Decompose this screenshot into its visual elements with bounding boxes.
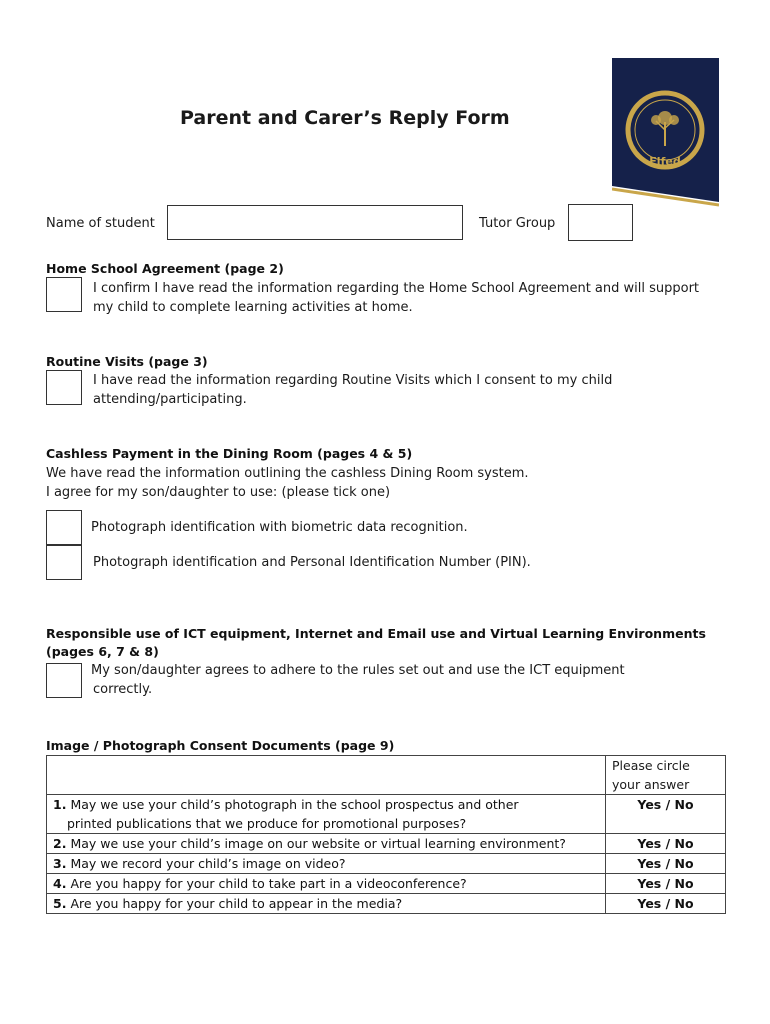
image-consent-table (46, 755, 726, 914)
yes-no-answer[interactable]: Yes / No (606, 874, 726, 894)
routine-visits-checkbox[interactable] (46, 370, 82, 405)
ict-heading-line1: Responsible use of ICT equipment, Internet and Email use and Virtual Learning Environments (46, 626, 706, 641)
question-cell: 2. May we use your child’s image on our website or virtual learning environment? (47, 834, 606, 854)
yes-no-answer[interactable]: Yes / No (606, 894, 726, 914)
pin-checkbox[interactable] (46, 545, 82, 580)
image-consent-heading: Image / Photograph Consent Documents (page 9) (46, 738, 395, 753)
routine-visits-heading: Routine Visits (page 3) (46, 354, 208, 369)
question-cell: 3. May we record your child’s image on video? (47, 854, 606, 874)
cashless-text-line1: We have read the information outlining the cashless Dining Room system. (46, 466, 529, 481)
question-cell: 1. May we use your child’s photograph in the school prospectus and other printed publications that we produce for promotional purposes? (47, 795, 606, 834)
routine-visits-text-line2: attending/participating. (93, 392, 247, 407)
ict-text-line1: My son/daughter agrees to adhere to the rules set out and use the ICT equipment (91, 663, 625, 678)
answer-column-header: Please circle your answer (606, 756, 726, 795)
svg-text:Elfed: Elfed (649, 155, 681, 168)
table-row (47, 894, 726, 914)
home-school-text-line2: my child to complete learning activities at home. (93, 300, 413, 315)
biometric-checkbox[interactable] (46, 510, 82, 545)
pin-option-label: Photograph identification and Personal Identification Number (PIN). (93, 555, 531, 570)
cashless-text-line2: I agree for my son/daughter to use: (please tick one) (46, 485, 391, 500)
home-school-checkbox[interactable] (46, 277, 82, 312)
ict-checkbox[interactable] (46, 663, 82, 698)
table-header-row (47, 756, 726, 795)
page-title: Parent and Carer’s Reply Form (180, 107, 510, 129)
question-cell: 4. Are you happy for your child to take part in a videoconference? (47, 874, 606, 894)
home-school-text-line1: I confirm I have read the information regarding the Home School Agreement and will support (93, 281, 700, 296)
school-crest-logo (612, 58, 719, 208)
table-row (47, 854, 726, 874)
ict-text-line2: correctly. (93, 682, 153, 697)
tutor-group-field[interactable] (568, 204, 633, 241)
table-row (47, 874, 726, 894)
routine-visits-text-line1: I have read the information regarding Routine Visits which I consent to my child (93, 373, 613, 388)
yes-no-answer[interactable]: Yes / No (606, 834, 726, 854)
table-row (47, 834, 726, 854)
cashless-heading: Cashless Payment in the Dining Room (pages 4 & 5) (46, 446, 413, 461)
student-name-label: Name of student (46, 216, 155, 231)
yes-no-answer[interactable]: Yes / No (606, 854, 726, 874)
home-school-heading: Home School Agreement (page 2) (46, 261, 284, 276)
yes-no-answer[interactable]: Yes / No (606, 795, 726, 834)
tutor-group-label: Tutor Group (479, 216, 556, 231)
biometric-option-label: Photograph identification with biometric data recognition. (91, 520, 468, 535)
student-name-field[interactable] (167, 205, 463, 240)
table-row (47, 795, 726, 834)
question-cell: 5. Are you happy for your child to appear in the media? (47, 894, 606, 914)
ict-heading-line2: (pages 6, 7 & 8) (46, 644, 159, 659)
